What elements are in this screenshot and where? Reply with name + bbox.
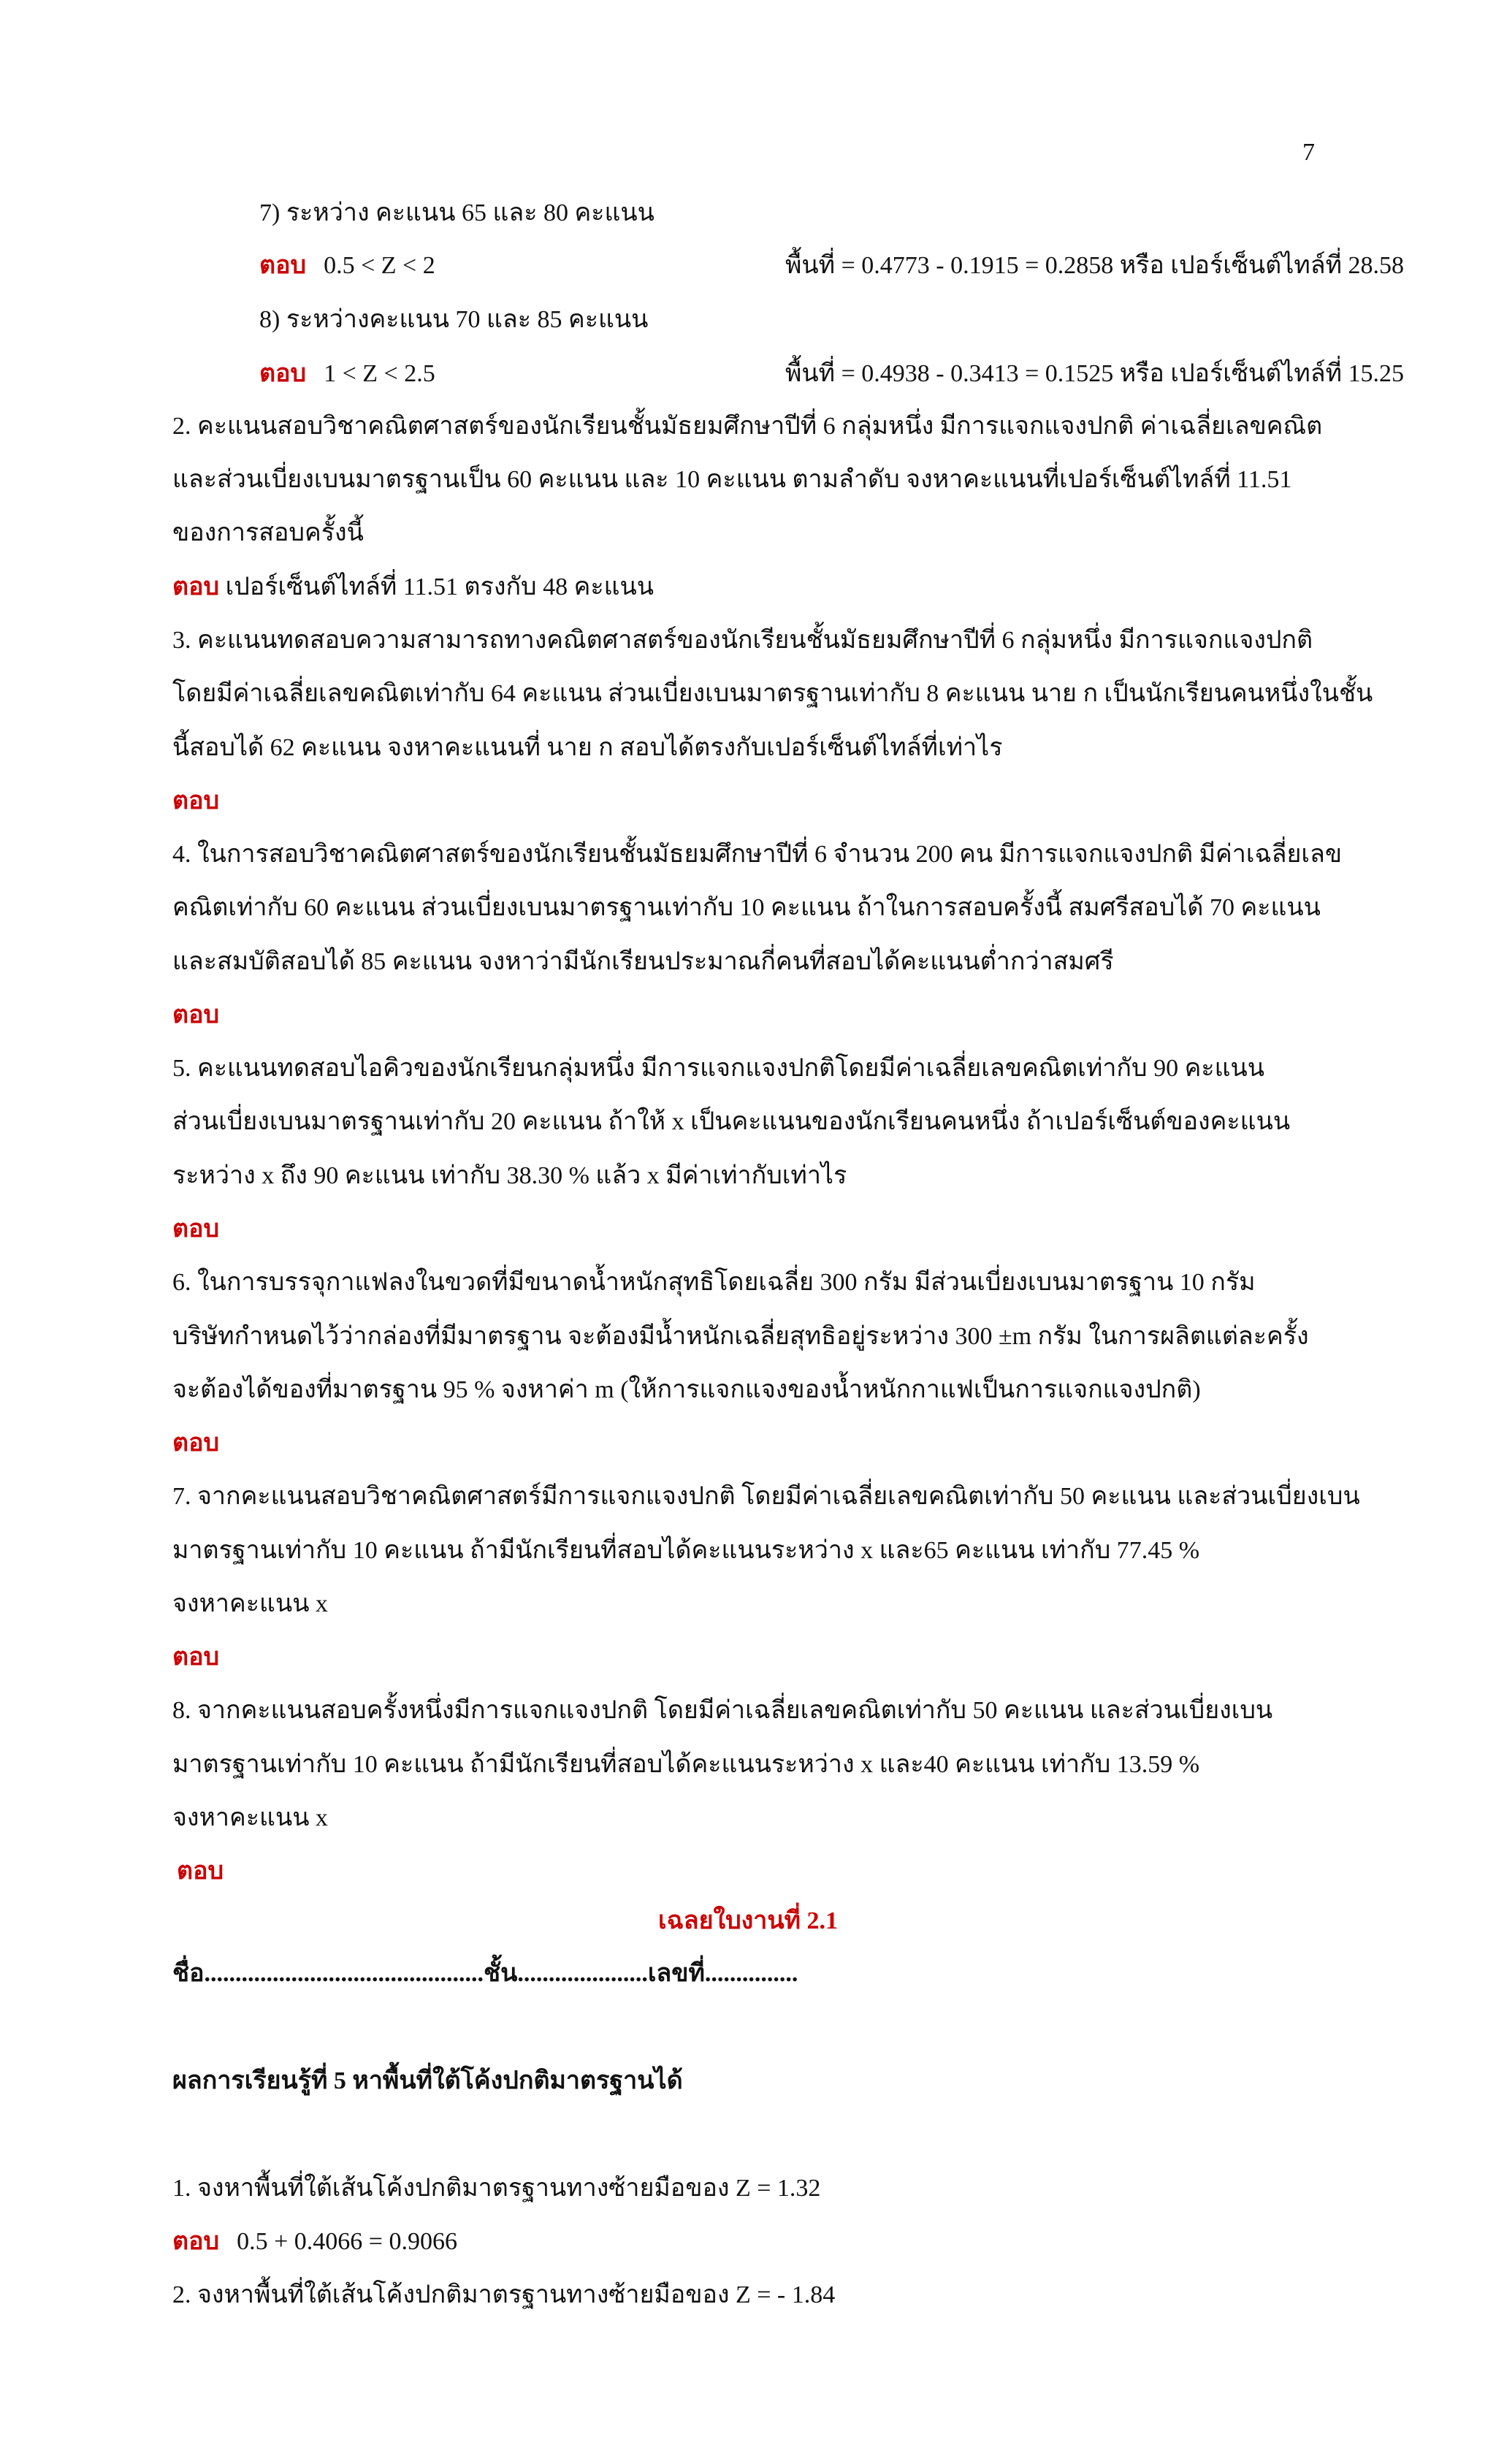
problem-2-line-1: 2. คะแนนสอบวิชาคณิตศาสตร์ของนักเรียนชั้นมัธยมศึกษาปีที่ 6 กลุ่มหนึ่ง มีการแจกแจงปกติ ค่าเฉลี่ยเลขคณิต	[172, 413, 1323, 440]
answer-text: 0.5 + 0.4066 = 0.9066	[237, 2228, 457, 2255]
z-range: 0.5 < Z < 2	[324, 252, 435, 279]
problem-8-line-1: 8. จากคะแนนสอบครั้งหนึ่งมีการแจกแจงปกติ โดยมีค่าเฉลี่ยเลขคณิตเท่ากับ 50 คะแนน และส่วนเบี่ยงเบน	[172, 1697, 1273, 1724]
item-7-answer	[259, 250, 1404, 282]
area-result: พื้นที่ = 0.4773 - 0.1915 = 0.2858 หรือ เปอร์เซ็นต์ไทล์ที่ 28.58	[785, 252, 1404, 279]
answer-text: เปอร์เซ็นต์ไทล์ที่ 11.51 ตรงกับ 48 คะแนน	[225, 573, 654, 600]
problem-5-line-1: 5. คะแนนทดสอบไอคิวของนักเรียนกลุ่มหนึ่ง มีการแจกแจงปกติโดยมีค่าเฉลี่ยเลขคณิตเท่ากับ 90 คะแนน	[172, 1055, 1265, 1082]
problem-8-answer-label: ตอบ	[177, 1858, 224, 1885]
problem-2-line-2: และส่วนเบี่ยงเบนมาตรฐานเป็น 60 คะแนน และ 10 คะแนน ตามลำดับ จงหาคะแนนที่เปอร์เซ็นต์ไทล์ที่ 11.51	[172, 466, 1292, 493]
item-7-question: 7) ระหว่าง คะแนน 65 และ 80 คะแนน	[259, 199, 654, 226]
problem-6-answer-label: ตอบ	[172, 1430, 220, 1457]
item-8-question: 8) ระหว่างคะแนน 70 และ 85 คะแนน	[259, 306, 649, 333]
exercise-1-question: 1. จงหาพื้นที่ใต้เส้นโค้งปกติมาตรฐานทางซ้ายมือของ Z = 1.32	[172, 2175, 821, 2202]
problem-6-line-3: จะต้องได้ของที่มาตรฐาน 95 % จงหาค่า m (ให้การแจกแจงของน้ำหนักกาแฟเป็นการแจกแจงปกติ)	[172, 1376, 1201, 1403]
problem-7-line-1: 7. จากคะแนนสอบวิชาคณิตศาสตร์มีการแจกแจงปกติ โดยมีค่าเฉลี่ยเลขคณิตเท่ากับ 50 คะแนน และส่วนเบี่ยงเบน	[172, 1483, 1360, 1510]
page-number: 7	[1302, 139, 1315, 166]
problem-7-answer-label: ตอบ	[172, 1644, 220, 1671]
problem-8-line-2: มาตรฐานเท่ากับ 10 คะแนน ถ้ามีนักเรียนที่สอบได้คะแนนระหว่าง x และ40 คะแนน เท่ากับ 13.59 %	[172, 1751, 1200, 1778]
problem-7-line-2: มาตรฐานเท่ากับ 10 คะแนน ถ้ามีนักเรียนที่สอบได้คะแนนระหว่าง x และ65 คะแนน เท่ากับ 77.45 %	[172, 1537, 1200, 1564]
problem-7-line-3: จงหาคะแนน x	[172, 1590, 328, 1617]
area-result: พื้นที่ = 0.4938 - 0.3413 = 0.1525 หรือ เปอร์เซ็นต์ไทล์ที่ 15.25	[785, 360, 1404, 387]
problem-5-line-3: ระหว่าง x ถึง 90 คะแนน เท่ากับ 38.30 % แล้ว x มีค่าเท่ากับเท่าไร	[172, 1162, 847, 1189]
problem-2-line-3: ของการสอบครั้งนี้	[172, 519, 364, 546]
problem-4-line-3: และสมบัติสอบได้ 85 คะแนน จงหาว่ามีนักเรียนประมาณกี่คนที่สอบได้คะแนนต่ำกว่าสมศรี	[172, 948, 1114, 975]
problem-6-line-1: 6. ในการบรรจุกาแฟลงในขวดที่มีขนาดน้ำหนักสุทธิโดยเฉลี่ย 300 กรัม มีส่วนเบี่ยงเบนมาตรฐาน 10 กรัม	[172, 1269, 1256, 1296]
answer-label: ตอบ	[172, 573, 220, 600]
exercise-2-question: 2. จงหาพื้นที่ใต้เส้นโค้งปกติมาตรฐานทางซ้ายมือของ Z = - 1.84	[172, 2281, 836, 2308]
problem-4-line-1: 4. ในการสอบวิชาคณิตศาสตร์ของนักเรียนชั้นมัธยมศึกษาปีที่ 6 จำนวน 200 คน มีการแจกแจงปกติ มีค่าเฉลี่ยเลข	[172, 841, 1343, 868]
name-class-number-line: ชื่อ.............................................ชั้น.....................เลขที่...............	[172, 1960, 798, 1987]
item-8-answer	[259, 358, 1404, 390]
z-range: 1 < Z < 2.5	[324, 360, 435, 387]
problem-5-line-2: ส่วนเบี่ยงเบนมาตรฐานเท่ากับ 20 คะแนน ถ้าให้ x เป็นคะแนนของนักเรียนคนหนึ่ง ถ้าเปอร์เซ็นต์ของคะแนน	[172, 1108, 1291, 1135]
problem-3-line-2: โดยมีค่าเฉลี่ยเลขคณิตเท่ากับ 64 คะแนน ส่วนเบี่ยงเบนมาตรฐานเท่ากับ 8 คะแนน นาย ก เป็นนักเรียนคนหนึ่งในชั้น	[172, 680, 1373, 707]
problem-3-line-3: นี้สอบได้ 62 คะแนน จงหาคะแนนที่ นาย ก สอบได้ตรงกับเปอร์เซ็นต์ไทล์ที่เท่าไร	[172, 734, 1003, 761]
problem-5-answer-label: ตอบ	[172, 1216, 220, 1243]
problem-4-answer-label: ตอบ	[172, 1002, 220, 1029]
problem-2-answer	[172, 571, 654, 603]
answer-label: ตอบ	[259, 360, 307, 387]
problem-4-line-2: คณิตเท่ากับ 60 คะแนน ส่วนเบี่ยงเบนมาตรฐานเท่ากับ 10 คะแนน ถ้าในการสอบครั้งนี้ สมศรีสอบได้ 70 คะแนน	[172, 894, 1321, 921]
learning-objective: ผลการเรียนรู้ที่ 5 หาพื้นที่ใต้โค้งปกติมาตรฐานได้	[172, 2067, 683, 2094]
problem-3-answer-label: ตอบ	[172, 787, 220, 815]
exercise-1-answer	[172, 2226, 457, 2258]
problem-6-line-2: บริษัทกำหนดไว้ว่ากล่องที่มีมาตรฐาน จะต้องมีน้ำหนักเฉลี่ยสุทธิอยู่ระหว่าง 300 ±m กรัม ในการผลิตแต่ละครั้ง	[172, 1323, 1309, 1350]
answer-label: ตอบ	[172, 2228, 220, 2255]
problem-3-line-1: 3. คะแนนทดสอบความสามารถทางคณิตศาสตร์ของนักเรียนชั้นมัธยมศึกษาปีที่ 6 กลุ่มหนึ่ง มีการแจกแจงปกติ	[172, 627, 1313, 654]
problem-8-line-3: จงหาคะแนน x	[172, 1804, 328, 1831]
answer-label: ตอบ	[259, 252, 307, 279]
worksheet-title: เฉลยใบงานที่ 2.1	[657, 1907, 839, 1934]
